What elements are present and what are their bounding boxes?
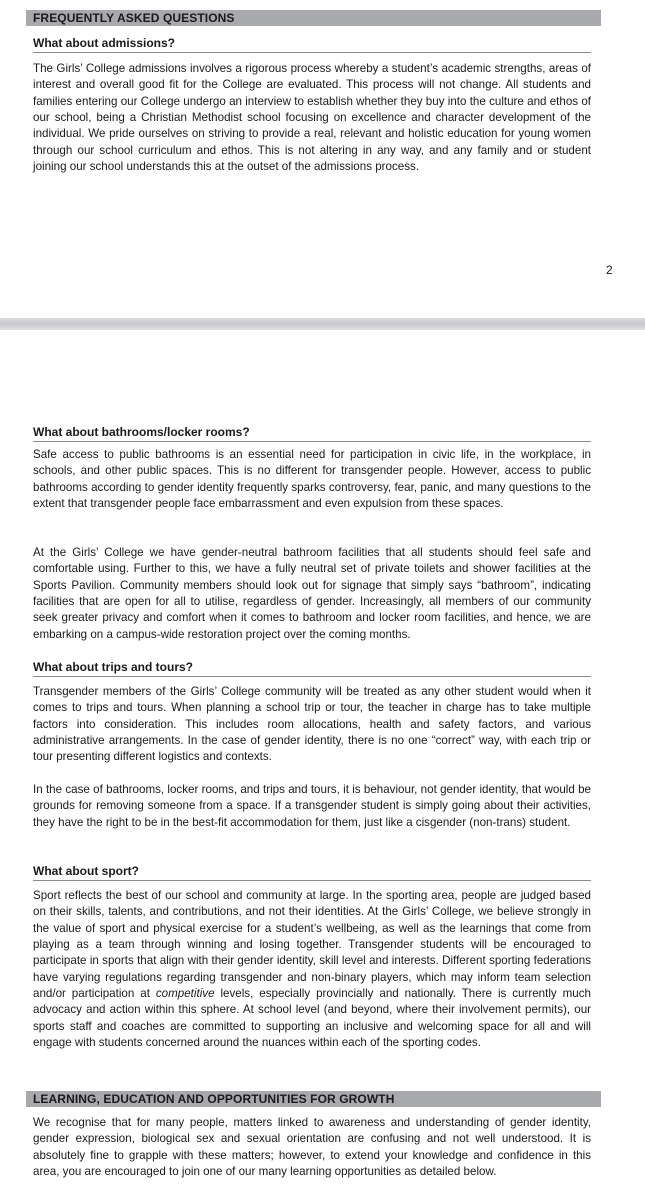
question-trips: What about trips and tours? [33,659,591,677]
learning-section-header: LEARNING, EDUCATION AND OPPORTUNITIES FOR GROWTH [26,1091,601,1107]
answer-trips-p2: In the case of bathrooms, locker rooms, and trips and tours, it is behaviour, not gender identity, that would be grounds for removing someone from a space. If a transgender student is simply going about their activities, they have the right to be in the best-fit accommodation for them, just like a cisgender (non-trans) student. [33,783,591,829]
page-number: 2 [606,263,613,277]
question-bathrooms: What about bathrooms/locker rooms? [33,424,591,442]
question-sport: What about sport? [33,863,591,881]
question-admissions: What about admissions? [33,35,591,53]
answer-sport-text-2: levels, especially provincially and nationally. There is currently much advocacy and action within this sphere. At school level (and beyond, where their involvement permits), our sports staff and coaches are committed to supporting an inclusive and welcoming space for all and will engage with students concerned around the nuances within each of the sporting codes. [33,987,591,1050]
page-top [0,0,645,318]
answer-sport-emphasis: competitive [155,987,215,1001]
answer-trips-p1: Transgender members of the Girls’ College community will be treated as any other student would when it comes to trips and tours. When planning a school trip or tour, the teacher in charge has to take multiple factors into consideration. This includes room allocations, health and safety factors, and various administrative arrangements. In the case of gender identity, there is no one “correct” way, with each trip or tour presenting different logistics and contexts. [33,685,591,764]
answer-sport-text-1: Sport reflects the best of our school and community at large. In the sporting area, people are judged based on their skills, talents, and contributions, and not their identities. At the Girls’ College, we believe strongly in the value of sport and physical exercise for a student’s wellbeing, as well as the learnings that come from playing as a team through winning and losing together. Transgender students will be encouraged to participate in sports that align with their gender identity, skill level and interests. Different sporting federations have varying regulations regarding transgender and non-binary players, which may inform team selection and/or participation at [33,889,591,1001]
answer-bathrooms-p1: Safe access to public bathrooms is an essential need for participation in civic life, in the workplace, in schools, and other public spaces. This is no different for transgender people. However, access to public bathrooms according to gender identity frequently sparks controversy, fear, panic, and many questions to the extent that transgender people face embarrassment and even expulsion from these spaces. [33,448,591,511]
answer-bathrooms-p2: At the Girls’ College we have gender-neutral bathroom facilities that all students should feel safe and comfortable using. Further to this, we have a fully neutral set of private toilets and shower facilities at the Sports Pavilion. Community members should look out for signage that simply says “bathroom”, indicating facilities that are open for all to utilise, regardless of gender. Increasingly, all members of our community seek greater privacy and comfort when it comes to bathroom and locker room facilities, and hence, we are embarking on a campus-wide restoration project over the coming months. [33,546,591,641]
learning-intro: We recognise that for many people, matters linked to awareness and understanding of gender identity, gender expression, biological sex and sexual orientation are confusing and not well understood. It is absolutely fine to grapple with these matters; however, to extend your knowledge and confidence in this area, you are encouraged to join one of our many learning opportunities as detailed below. [33,1116,591,1179]
faq-section-header: FREQUENTLY ASKED QUESTIONS [26,10,601,26]
answer-admissions: The Girls’ College admissions involves a rigorous process whereby a student’s academic strengths, areas of interest and overall good fit for the College are evaluated. This process will not change. All students and families entering our College undergo an interview to establish whether they buy into the culture and ethos of our school, being a Christian Methodist school focusing on excellence and character development of the individual. We pride ourselves on striving to provide a real, relevant and holistic education for young women through our school curriculum and ethos. This is not altering in any way, and any family and or student joining our school understands this at the outset of the admissions process. [33,62,591,174]
page-break [0,318,645,330]
page-bottom [0,330,645,1200]
answer-sport [33,888,591,1051]
